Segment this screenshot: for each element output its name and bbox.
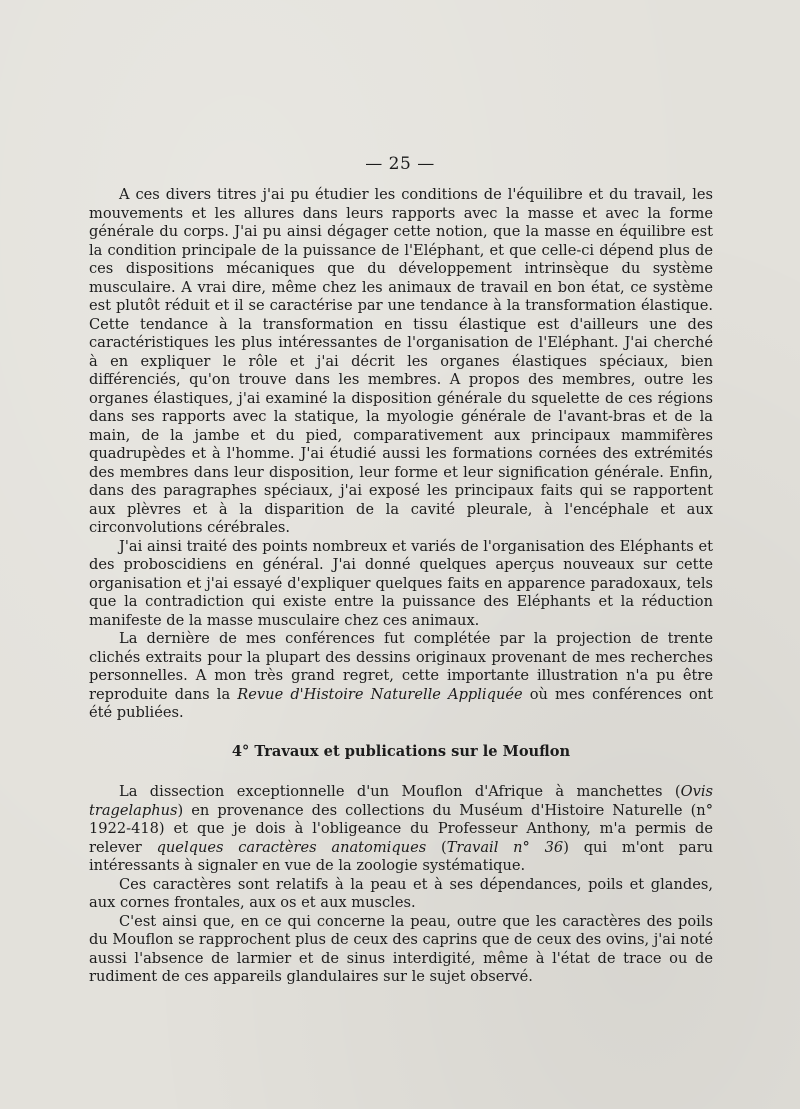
paragraph-text: ) en provenance des collections du Muséum d'Histoire Naturelle (n° 1922-418) et que je dois à l'obligeance du Professeur Anthony, m'a permis de relever: [89, 801, 713, 856]
body-text: [89, 186, 713, 987]
page-number: — 25 —: [365, 154, 435, 174]
paragraph-text: J'ai ainsi traité des points nombreux et variés de l'organisation des Eléphants et des proboscidiens en général. J'ai donné quelques aperçus nouveaux sur cette organisation et j'ai essayé d'expliquer quelques faits en apparence paradoxaux, tels que la contradiction qui existe entre la puissance des Eléphants et la réduction manifeste de la masse musculaire chez ces animaux.: [89, 537, 713, 629]
paragraph-text: A ces divers titres j'ai pu étudier les conditions de l'équilibre et du travail, les mouvements et les allures dans leurs rapports avec la masse et avec la forme générale du corps. J'ai pu ainsi dégager cette notion, que la masse en équilibre est la condition principale de la puissance de l'Eléphant, et que celle-ci dépend plus de ces dispositions mécaniques que du développement intrinsèque du système musculaire. A vrai dire, même chez les animaux de travail en bon état, ce système est plutôt réduit et il se caractérise par une tendance à la transformation élastique. Cette tendance à la transformation en tissu élastique est d'ailleurs une des caractéristiques les plus intéressantes de l'organisation de l'Eléphant. J'ai cherché à en expliquer le rôle et j'ai décrit les organes élastiques spéciaux, bien différenciés, qu'on trouve dans les membres. A propos des membres, outre les organes élastiques, j'ai examiné la disposition générale du squelette de ces régions dans ses rapports avec la statique, la myologie générale de l'avant-bras et de la main, de la jambe et du pied, comparativement aux principaux mammifères quadrupèdes et à l'homme. J'ai étudié aussi les formations cornées des extrémités des membres dans leur disposition, leur forme et leur signification générale. Enfin, dans des paragraphes spéciaux, j'ai exposé les principaux faits qui se rapportent aux plèvres et à la disparition de la cavité pleurale, à l'encéphale et aux circonvolutions cérébrales.: [89, 186, 713, 536]
paragraph-mouflon-dissection: [89, 783, 713, 876]
paragraph-text: ) qui m'ont paru intéressants à signaler en vue de la zoologie systématique.: [89, 838, 713, 874]
paragraph-elephant-organisation: [89, 538, 713, 631]
paragraph-text: La dissection exceptionnelle d'un Mouflon d'Afrique à manchettes (: [119, 783, 681, 800]
paragraph-text: C'est ainsi que, en ce qui concerne la peau, outre que les caractères des poils du Mouflon se rapprochent plus de ceux des caprins que de ceux des ovins, j'ai noté aussi l'absence de larmier et de sinus interdigité, même à l'état de trace ou de rudiment de ces appareils glandulaires sur le sujet observé.: [89, 912, 713, 985]
paragraph-text: (: [426, 838, 447, 856]
paragraph-text: où mes conférences ont été publiées.: [89, 685, 714, 721]
species-name: Ovis tragelaphus: [89, 783, 713, 819]
section-heading-mouflon: 4° Travaux et publications sur le Mouflon: [231, 742, 571, 760]
paragraph-mouflon-skin: [89, 913, 713, 987]
paragraph-elephant-equilibrium: [89, 186, 713, 538]
paragraph-text: Ces caractères sont relatifs à la peau et à ses dépendances, poils et glandes, aux cornes frontales, aux os et aux muscles.: [89, 875, 713, 911]
work-reference: Travail n° 36: [446, 838, 564, 856]
journal-title: Revue d'Histoire Naturelle Appliquée: [237, 685, 523, 703]
paragraph-mouflon-characters: [89, 876, 713, 913]
paragraph-text: La dernière de mes conférences fut complétée par la projection de trente clichés extraits pour la plupart des dessins originaux provenant de mes recherches personnelles. A mon très grand regret, cette importante illustration n'a pu être reproduite dans la: [89, 630, 713, 703]
emphasis-text: quelques caractères anatomiques: [156, 838, 427, 856]
paragraph-conference-illustrations: [89, 630, 713, 723]
